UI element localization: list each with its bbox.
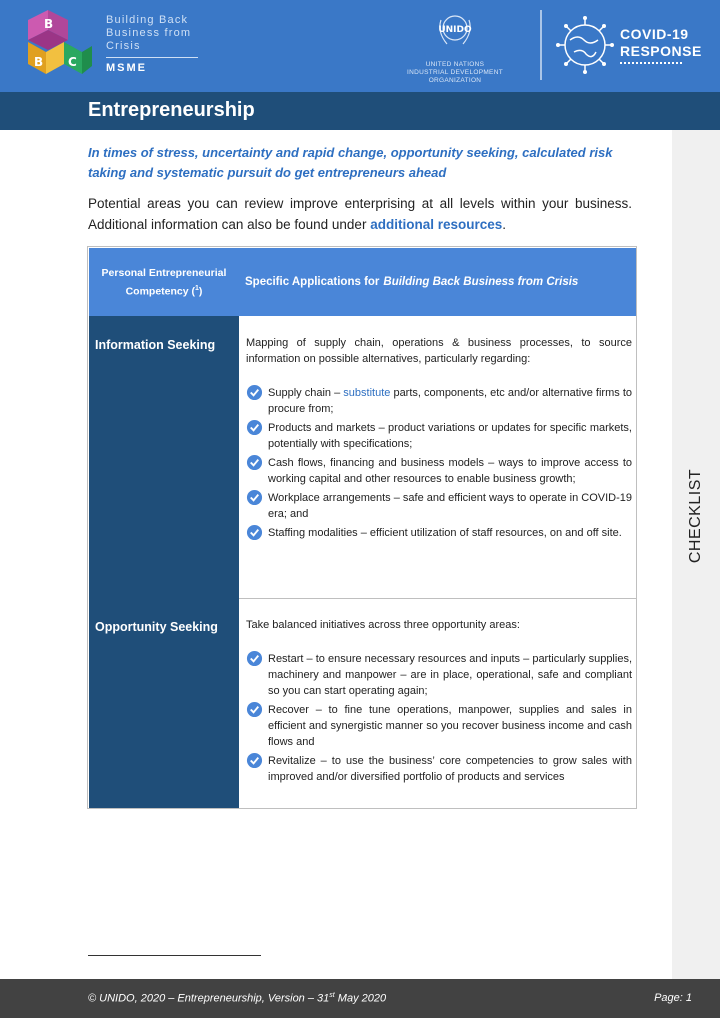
intro-end: . [502, 217, 507, 232]
footer-page-number: Page: 1 [654, 992, 692, 1004]
bullet-text: Recover – to fine tune operations, manpower, supplies and sales in efficient and synergistic manner so you recover business income and cash flows and [268, 704, 632, 748]
list-item [246, 455, 632, 487]
bullet-text: Workplace arrangements – safe and efficient ways to operate in COVID-19 era; and [268, 492, 633, 520]
footer-date: May 2020 [334, 992, 387, 1005]
check-badge-icon [246, 419, 263, 436]
brand-rule [106, 57, 198, 58]
list-item [246, 525, 632, 541]
covid-line-2: RESPONSE [620, 43, 702, 59]
intro-text: Potential areas you can review improve enterprising at all levels within your business. Additional information can also be found under [88, 196, 632, 232]
bullet-text: Restart – to ensure necessary resources and inputs – particularly supplies, machinery and manpower – are in place, operational, safe and compliant so you can start operating again; [268, 653, 632, 697]
bullet-text: Staffing modalities – efficient utilization of staff resources, on and off site. [268, 527, 622, 539]
un-laurel-icon [433, 14, 477, 50]
brand-line-1: Building Back [106, 14, 189, 26]
cube-letter-1: B [44, 17, 54, 31]
unido-subtitle-2: INDUSTRIAL DEVELOPMENT ORGANIZATION [407, 69, 503, 84]
tagline: In times of stress, uncertainty and rapid change, opportunity seeking, calculated risk taking and systematic pursuit do get entrepreneurs ahead [88, 145, 613, 180]
row-lead-information-seeking: Mapping of supply chain, operations & business processes, to source information on possible alternatives, particularly regarding: [246, 337, 632, 365]
competency-column [89, 316, 239, 808]
check-badge-icon [246, 752, 263, 769]
covid-line-1: COVID-19 [620, 26, 689, 42]
brand-line-2: Business from [106, 27, 192, 39]
header-banner [0, 0, 720, 92]
bullet-text: Cash flows, financing and business models – ways to improve access to working capital and other resources to enable business growth; [268, 457, 632, 485]
header-competency-end: ) [198, 285, 203, 298]
page-title: Entrepreneurship [88, 99, 255, 121]
list-item [246, 702, 632, 750]
checklist-label: CHECKLIST [687, 468, 704, 564]
footer-copyright [88, 992, 386, 1005]
opportunity-seeking-list [246, 651, 632, 788]
cube-letter-2: B [34, 55, 44, 69]
row-lead-opportunity-seeking: Take balanced initiatives across three opportunity areas: [246, 619, 520, 631]
bbbc-cubes-logo [18, 8, 94, 84]
footnote-rule [88, 955, 261, 956]
bbbc-wordmark [106, 14, 198, 75]
bullet-text-end: parts, components, etc and/or alternative firms to procure from; [268, 387, 632, 415]
bullet-text: Products and markets – product variations or updates for specific markets, potentially with specifications; [268, 422, 632, 450]
list-item [246, 753, 632, 785]
footer-copyright-text: © UNIDO, 2020 – Entrepreneurship, Version – 31 [88, 992, 330, 1005]
competency-table [87, 246, 637, 809]
unido-logo [380, 14, 530, 84]
check-badge-icon [246, 489, 263, 506]
table-header-competency [89, 248, 239, 316]
brand-line-3: Crisis [106, 40, 141, 52]
additional-resources-link[interactable]: additional resources [370, 217, 503, 232]
bullet-highlight: substitute [343, 387, 391, 399]
header-divider [540, 10, 542, 80]
footer-date-suffix: st [329, 992, 335, 999]
check-badge-icon [246, 454, 263, 471]
check-badge-icon [246, 701, 263, 718]
cube-letter-3: C [68, 55, 77, 69]
list-item [246, 490, 632, 522]
row-label-opportunity-seeking: Opportunity Seeking [95, 620, 218, 634]
brand-msme: MSME [106, 62, 147, 74]
virus-globe-icon [556, 16, 614, 74]
bullet-text: Revitalize – to use the business’ core competencies to grow sales with improved and/or diversified portfolio of products and services [268, 755, 632, 783]
list-item [246, 651, 632, 699]
covid-wordmark [620, 26, 702, 60]
check-badge-icon [246, 524, 263, 541]
information-seeking-list [246, 385, 632, 544]
row-label-information-seeking: Information Seeking [95, 338, 216, 352]
header-applications-text: Specific Applications for [245, 276, 380, 288]
covid-dotted-rule [620, 62, 682, 64]
check-badge-icon [246, 650, 263, 667]
header-applications-emphasis: Building Back Business from Crisis [383, 276, 579, 288]
page-footer [0, 979, 720, 1018]
header-competency-text: Personal Entrepreneurial Competency ( [101, 266, 227, 298]
footnote-ref[interactable]: 1 [195, 284, 199, 292]
intro-paragraph [88, 193, 632, 235]
unido-subtitle-1: UNITED NATIONS [425, 61, 485, 68]
check-badge-icon [246, 384, 263, 401]
unido-name: UNIDO [438, 25, 472, 35]
list-item [246, 420, 632, 452]
row-separator [239, 598, 636, 599]
bullet-text: Supply chain – [268, 387, 344, 399]
list-item [246, 385, 632, 417]
table-header-applications [239, 248, 636, 316]
